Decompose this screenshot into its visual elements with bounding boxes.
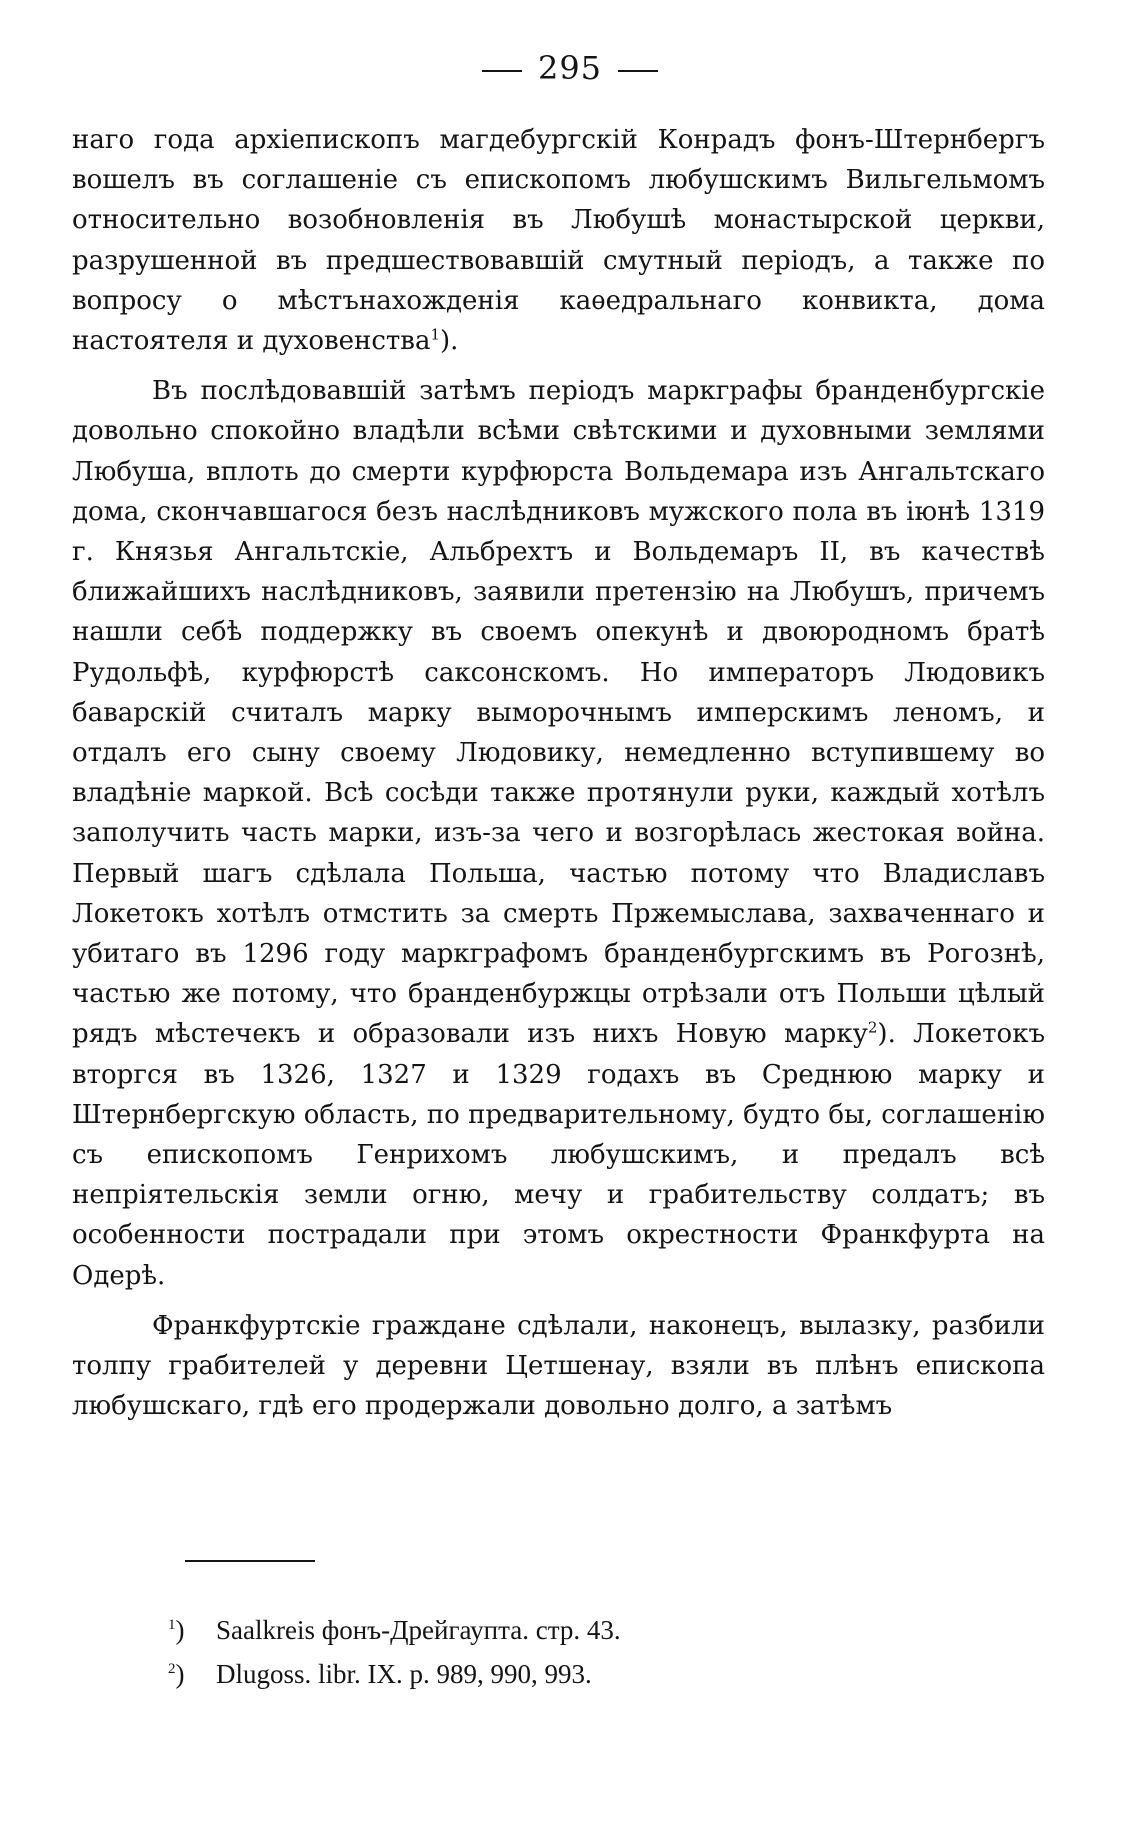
footnote-2 bbox=[168, 1652, 1008, 1696]
paragraph-2 bbox=[72, 371, 1045, 1296]
paragraph-1-text: наго года архіепископъ магдебургскій Конрадъ фонъ-Штернбергъ вошелъ въ соглашеніе съ епископомъ любушскимъ Вильгельмомъ относительно возобновленія въ Любушѣ монастырской церкви, разрушенной въ предшествовавшій смутный періодъ, а также по вопросу о мѣстънахожденія каѳедральнаго конвикта, дома настоятеля и духовенства bbox=[72, 125, 1045, 357]
footnote-2-mark: $^2$) bbox=[168, 1659, 185, 1689]
footnote-1-mark: $^1$) bbox=[168, 1615, 185, 1645]
paragraph-3 bbox=[72, 1306, 1045, 1427]
header-dash-right bbox=[618, 70, 658, 72]
paragraph-2-text: Въ послѣдовавшій затѣмъ періодъ маркграфы бранденбургскіе довольно спокойно владѣли всѣми свѣтскими и духовными землями Любуша, вплоть до смерти курфюрста Вольдемара изъ Ангальтскаго дома, скончавшагося безъ наслѣдниковъ мужского пола въ іюнѣ 1319 г. Князья Ангальтскіе, Альбрехтъ и Вольдемаръ II, въ качествѣ ближайшихъ наслѣдниковъ, заявили претензію на Любушъ, причемъ нашли себѣ поддержку въ своемъ опекунѣ и двоюродномъ братѣ Рудольфѣ, курфюрстѣ саксонскомъ. Но императоръ Людовикъ баварскій считалъ марку выморочнымъ имперскимъ леномъ, и отдалъ его сыну своему Людовику, немедленно вступившему во владѣніе маркой. Всѣ сосѣди также протянули руки, каждый хотѣлъ заполучить часть марки, изъ-за чего и возгорѣлась жестокая война. Первый шагъ сдѣлала Польша, частью потому что Владиславъ Локетокъ хотѣлъ отмстить за смерть Пржемыслава, захваченнаго и убитаго въ 1296 году маркграфомъ бранденбургскимъ въ Рогознѣ, частью же потому, что бранденбуржцы отрѣзали отъ Польши цѣлый рядъ мѣстечекъ и образовали изъ нихъ Новую марку bbox=[72, 376, 1045, 1050]
paragraph-1 bbox=[72, 120, 1045, 361]
paragraph-1-tail: ). bbox=[440, 326, 459, 357]
body-text bbox=[72, 120, 1045, 1427]
paragraph-2-tail: ). Локетокъ вторгся въ 1326, 1327 и 1329 годахъ въ Среднюю марку и Штернбергскую область, по предварительному, будто бы, соглашенію съ епископомъ Генрихомъ любушскимъ, и предалъ всѣ непріятельскія земли огню, мечу и грабительству солдатъ; въ особенности пострадали при этомъ окрестности Франкфурта на Одерѣ. bbox=[72, 1019, 1045, 1291]
page-number: 295 bbox=[537, 49, 603, 87]
header-dash-left bbox=[482, 70, 522, 72]
footnotes bbox=[168, 1608, 1008, 1696]
footnote-separator bbox=[185, 1560, 315, 1562]
paragraph-3-text: Франкфуртскіе граждане сдѣлали, наконецъ, вылазку, разбили толпу грабителей у деревни Цетшенау, взяли въ плѣнъ епископа любушскаго, гдѣ его продержали довольно долго, а затѣмъ bbox=[72, 1310, 1045, 1422]
footnote-2-number: 2 bbox=[168, 1661, 176, 1677]
footnote-ref-1: 1 bbox=[430, 325, 440, 344]
footnote-ref-2: 2 bbox=[867, 1018, 878, 1037]
footnote-1-number: 1 bbox=[168, 1617, 176, 1633]
page-header bbox=[0, 48, 1140, 88]
footnote-2-text: Dlugoss. libr. IX. p. 989, 990, 993. bbox=[216, 1659, 592, 1689]
footnote-1 bbox=[168, 1608, 1008, 1652]
footnote-1-text: Saalkreis фонъ-Дрейгаупта. стр. 43. bbox=[216, 1615, 621, 1645]
